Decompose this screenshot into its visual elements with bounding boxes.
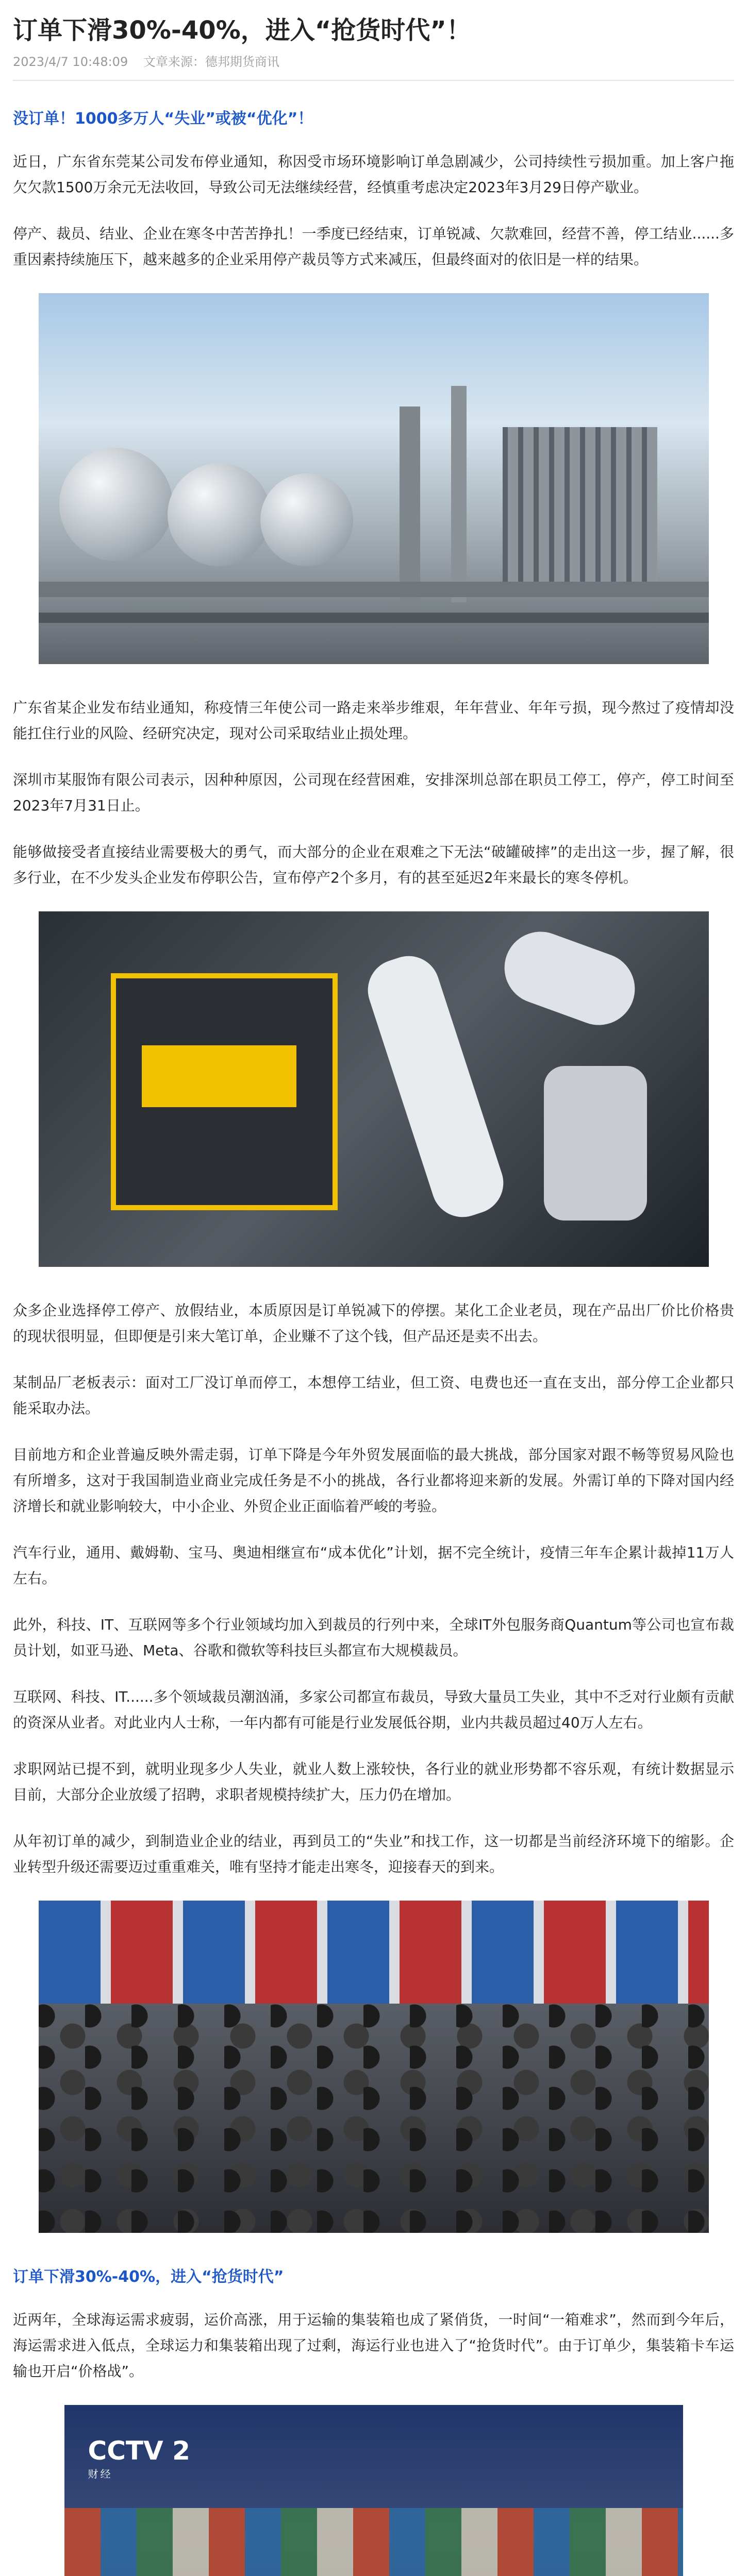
article-title: 订单下滑30%-40%，进入“抢货时代”！ xyxy=(13,16,471,45)
paragraph: 从年初订单的减少，到制造业企业的结业，再到员工的“失业”和找工作，这一切都是当前经济环境下的缩影。企业转型升级还需要迈过重重难关，唯有坚持才能走出寒冬，迎接春天的到来。 xyxy=(13,1833,734,1876)
paragraph: 目前地方和企业普遍反映外需走弱，订单下降是今年外贸发展面临的最大挑战，部分国家对跟不畅等贸易风险也有所增多，这对于我国制造业商业完成任务是不小的挑战，各行业都将迎来新的发展。外需订单的下降对国内经济增长和就业影响较大，中小企业、外贸企业正面临着严峻的考验。 xyxy=(13,1446,734,1515)
article-page xyxy=(0,14,747,2576)
cctv-logo-icon xyxy=(88,2436,190,2481)
pipe xyxy=(39,582,709,597)
article-source: 文章来源：德邦期货商讯 xyxy=(143,55,279,70)
paragraph: 众多企业选择停工停产、放假结业，本质原因是订单锐减下的停摆。某化工企业老员，现在产品出厂价比价格贵的现状很明显，但即便是引来大笔订单，企业赚不了这个钱，但产品还是卖不出去。 xyxy=(13,1302,734,1345)
pipe-rack xyxy=(503,427,657,592)
job-fair-crowd-image xyxy=(39,1901,709,2233)
article-date: 2023/4/7 10:48:09 xyxy=(13,55,128,70)
news-broadcast-image xyxy=(64,2405,683,2576)
lead-heading: 没订单！1000多万人“失业”或被“优化”！ xyxy=(13,110,313,128)
article-meta xyxy=(13,52,734,70)
robot-arm xyxy=(360,948,511,1225)
container-stacks xyxy=(64,2508,683,2576)
paragraph: 某制品厂老板表示：面对工厂没订单而停工，本想停工结业，但工资、电费也还一直在支出，部分停工企业都只能采取办法。 xyxy=(13,1374,734,1417)
tower xyxy=(400,406,420,602)
section-heading: 订单下滑30%-40%，进入“抢货时代” xyxy=(13,2268,284,2286)
paragraph: 近两年，全球海运需求疲弱，运价高涨，用于运输的集装箱也成了紧俏货，一时间“一箱难求”，然而到今年后，海运需求进入低点，全球运力和集装箱出现了过剩，海运行业也进入了“抢货时代”。由于订单少，集装箱卡车运输也开启“价格战”。 xyxy=(13,2311,734,2380)
booth-banners xyxy=(39,1901,709,2004)
paragraph: 停产、裁员、结业、企业在寒冬中苦苦挣扎！一季度已经结束，订单锐减、欠款难回，经营不善，停工结业......多重因素持续施压下，越来越多的企业采用停产裁员等方式来减压，但最终面对的依旧是一样的结果。 xyxy=(13,225,734,268)
cctv-channel-text: 财经 xyxy=(88,2468,113,2481)
paragraph: 广东省某企业发布结业通知，称疫情三年使公司一路走来举步维艰，年年营业、年年亏损，现今熬过了疫情却没能扛住行业的风险、经研究决定，现对公司采取结业止损处理。 xyxy=(13,699,734,742)
storage-tank xyxy=(168,463,271,566)
machine-panel xyxy=(142,1045,296,1107)
paragraph: 此外，科技、IT、互联网等多个行业领域均加入到裁员的行列中来，全球IT外包服务商Quantum等公司也宣布裁员计划，如亚马逊、Meta、谷歌和微软等科技巨头都宣布大规模裁员。 xyxy=(13,1616,734,1659)
pipe xyxy=(39,613,709,623)
paragraph: 汽车行业，通用、戴姆勒、宝马、奥迪相继宣布“成本优化”计划，据不完全统计，疫情三年车企累计裁掉11万人左右。 xyxy=(13,1544,734,1587)
robot-arm-segment xyxy=(494,922,644,1035)
paragraph: 深圳市某服饰有限公司表示，因种种原因，公司现在经营困难，安排深圳总部在职员工停工，停产，停工时间至2023年7月31日止。 xyxy=(13,771,734,815)
crowd xyxy=(39,2004,709,2233)
paragraph: 互联网、科技、IT......多个领域裁员潮汹涌，多家公司都宣布裁员，导致大量员工失业，其中不乏对行业颇有贡献的资深从业者。对此业内人士称，一年内都有可能是行业发展低谷期，业内共裁员超过40万人左右。 xyxy=(13,1688,734,1732)
cctv-logo-text: CCTV 2 xyxy=(88,2436,190,2466)
tower xyxy=(451,386,467,602)
storage-tank xyxy=(59,448,173,561)
paragraph: 能够做接受者直接结业需要极大的勇气，而大部分的企业在艰难之下无法“破罐破摔”的走出这一步，握了解，很多行业，在不少发头企业发布停职公告，宣布停产2个多月，有的甚至延迟2年来最长的寒冬停机。 xyxy=(13,843,734,887)
robot-base xyxy=(544,1066,647,1221)
title-divider xyxy=(13,80,734,81)
storage-tank xyxy=(260,473,353,566)
robot-arm-image xyxy=(39,911,709,1267)
paragraph: 近日，广东省东莞某公司发布停业通知，称因受市场环境影响订单急剧减少，公司持续性亏损加重。加上客户拖欠欠款1500万余元无法收回，导致公司无法继续经营，经慎重考虑决定2023年3月29日停产歇业。 xyxy=(13,153,734,196)
industrial-plant-image xyxy=(39,293,709,664)
paragraph: 求职网站已提不到，就明业现多少人失业，就业人数上涨较快，各行业的就业形势都不容乐观，有统计数据显示目前，大部分企业放缓了招聘，求职者规模持续扩大，压力仍在增加。 xyxy=(13,1760,734,1804)
